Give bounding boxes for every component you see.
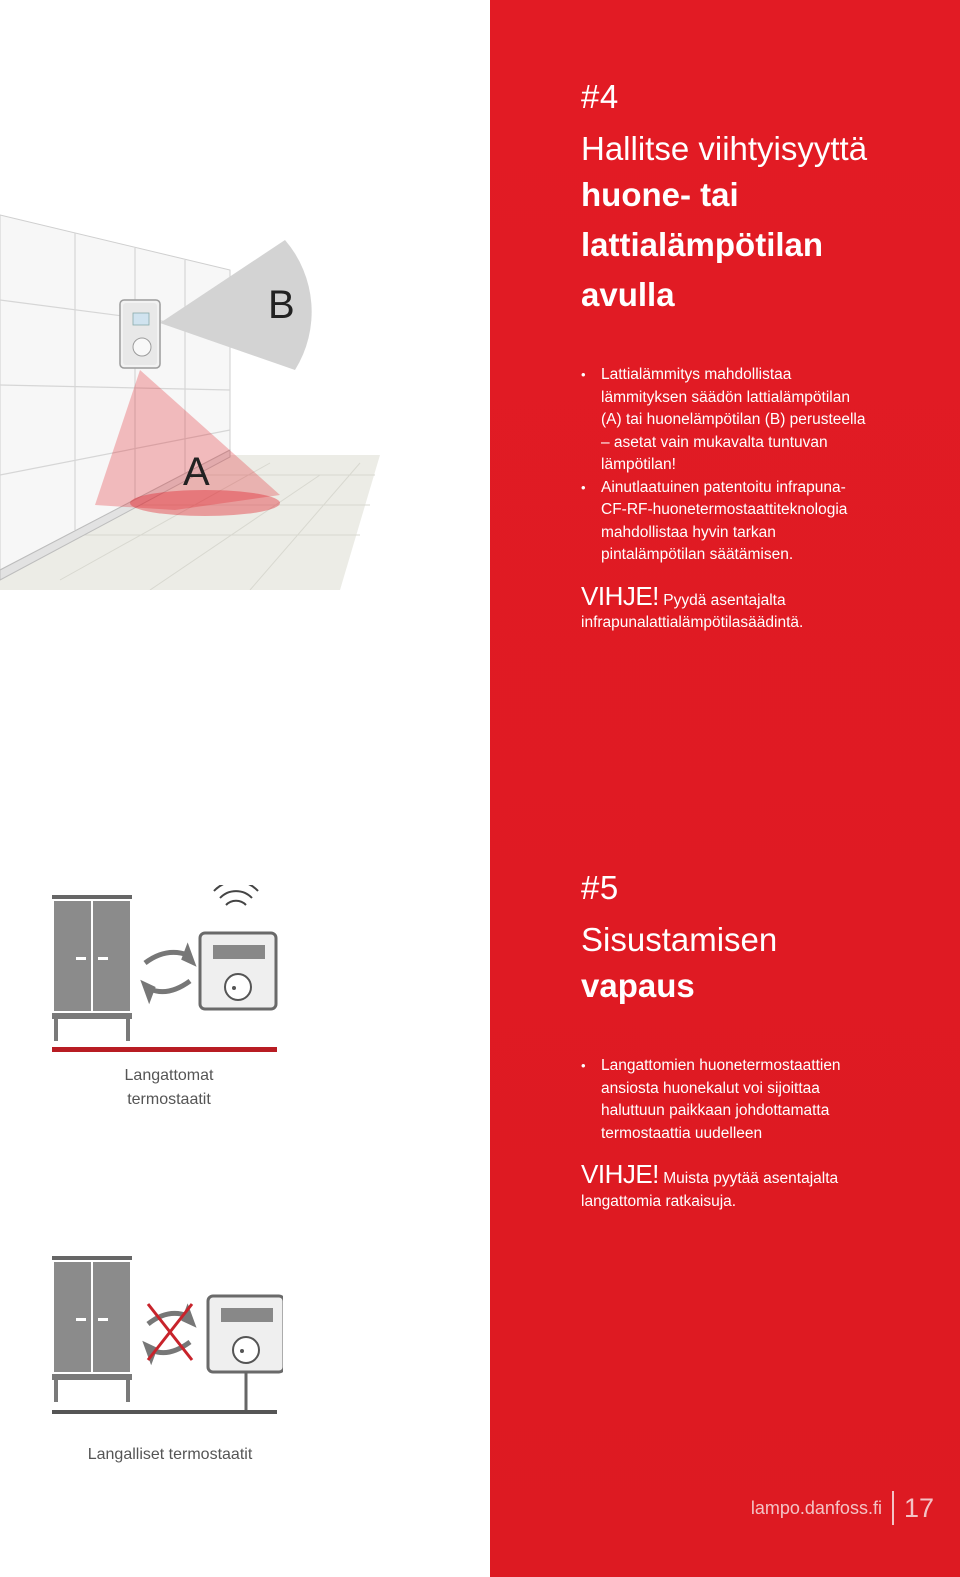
content-panel [490, 0, 960, 1577]
bullet-item: • Langattomien huonetermostaattien ansiosta huonekalut voi sijoittaa haluttuun paikkaan johdottamatta termostaattia uudelleen [581, 1055, 871, 1145]
room-thermostat-illustration [0, 205, 390, 590]
wired-thermostat-icon [48, 1248, 283, 1418]
section-4 [581, 78, 951, 635]
label-b: B [268, 283, 295, 327]
section-subtitle-line: lattialämpötilan [581, 226, 824, 263]
section-subtitle-line: huone- tai [581, 176, 739, 213]
section-5 [581, 869, 951, 1213]
tip-block [581, 1159, 881, 1213]
tip-block [581, 580, 881, 635]
page-number: 17 [903, 1492, 934, 1523]
bullet-item: • Lattialämmitys mahdollistaa lämmityksen säädön lattialämpötilan (A) tai huonelämpötilan (B) perusteella – asetat vain mukavalta tuntuvan lämpötilan! [581, 364, 871, 477]
tip-label: VIHJE! [581, 1159, 659, 1189]
tip-text: Muista pyytää asentajalta langattomia ratkaisuja. [581, 1170, 839, 1210]
bullet-list [581, 364, 871, 567]
section-title: Sisustamisen [581, 921, 778, 958]
tip-label: VIHJE! [581, 580, 659, 611]
caption-wired-thermostats: Langalliset termostaatit [87, 1446, 253, 1463]
wireless-thermostat-icon [48, 885, 283, 1060]
footer-divider [892, 1491, 894, 1525]
bullet-list [581, 1055, 871, 1145]
caption-wireless-thermostats: Langattomat termostaatit [124, 1067, 214, 1108]
label-a: A [183, 450, 210, 494]
bullet-item: • Ainutlaatuinen patentoitu infrapuna-CF-RF-huonetermostaattiteknologia mahdollistaa hyvin tarkan pintalämpötilan säätämisen. [581, 477, 871, 567]
section-subtitle: vapaus [581, 967, 695, 1004]
footer-website-link[interactable]: lampo.danfoss.fi [750, 1497, 882, 1518]
page-footer [751, 1491, 934, 1525]
section-subtitle-line: avulla [581, 276, 675, 313]
tip-text: Pyydä asentajalta infrapunalattialämpötilasäädintä. [581, 591, 804, 631]
section-title: Hallitse viihtyisyyttä [581, 130, 868, 167]
section-number: #5 [581, 869, 619, 906]
section-number: #4 [581, 78, 619, 115]
